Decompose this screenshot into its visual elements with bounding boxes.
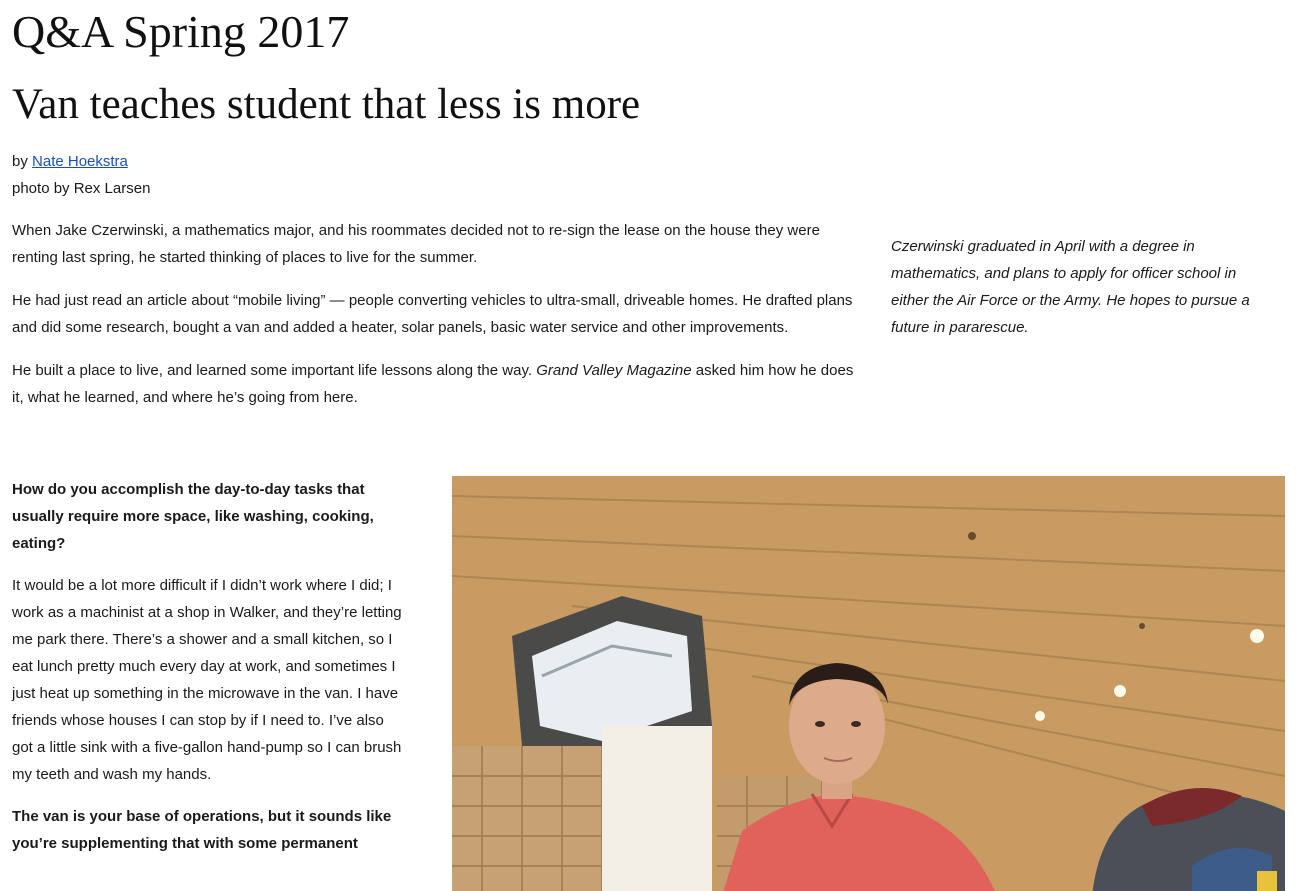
answer-1: It would be a lot more difficult if I didn’t work where I did; I work as a machinist at a shop in Walker, and they’re letting me park there. There’s a shower and a small kitchen, so I eat lunch pretty much every day at work, and sometimes I just heat up something in the microwave in the van. I have friends whose houses I can stop by if I need to. I’ve also got a little sink with a five-gallon hand-pump so I can brush my teeth and wash my hands.: [12, 577, 402, 783]
author-link[interactable]: Nate Hoekstra: [32, 153, 128, 170]
question-1: How do you accomplish the day-to-day tasks that usually require more space, like washing, cooking, eating?: [12, 481, 374, 552]
article-intro: [12, 217, 857, 427]
intro-p3-end: asked him how he does it, what he learned, and where he’s going from here.: [12, 362, 854, 406]
intro-paragraph-1: When Jake Czerwinski, a mathematics major, and his roommates decided not to re-sign the lease on the house they were renting last spring, he started thinking of places to live for the summer.: [12, 222, 820, 266]
author-line: [12, 148, 150, 175]
student-in-van-photo: [452, 476, 1285, 891]
article-title: Van teaches student that less is more: [12, 81, 641, 128]
magazine-name: Grand Valley Magazine: [536, 362, 692, 379]
qa-section: [12, 476, 407, 872]
intro-paragraph-2: He had just read an article about “mobile living” — people converting vehicles to ultra-small, driveable homes. He drafted plans and did some research, bought a van and added a heater, solar panels, basic water service and other improvements.: [12, 292, 853, 336]
issue-title: Q&A Spring 2017: [12, 6, 350, 57]
byline: [12, 148, 150, 202]
photo-credit: photo by Rex Larsen: [12, 180, 151, 197]
photo-illustration: [452, 476, 1285, 891]
photo-caption: Czerwinski graduated in April with a degree in mathematics, and plans to apply for officer school in either the Air Force or the Army. He hopes to pursue a future in pararescue.: [891, 238, 1250, 336]
intro-p3-start: He built a place to live, and learned some important life lessons along the way.: [12, 362, 537, 379]
question-2: The van is your base of operations, but it sounds like you’re supplementing that with some permanent: [12, 808, 392, 852]
intro-paragraph-3: [12, 357, 857, 411]
by-prefix: by: [12, 153, 33, 170]
